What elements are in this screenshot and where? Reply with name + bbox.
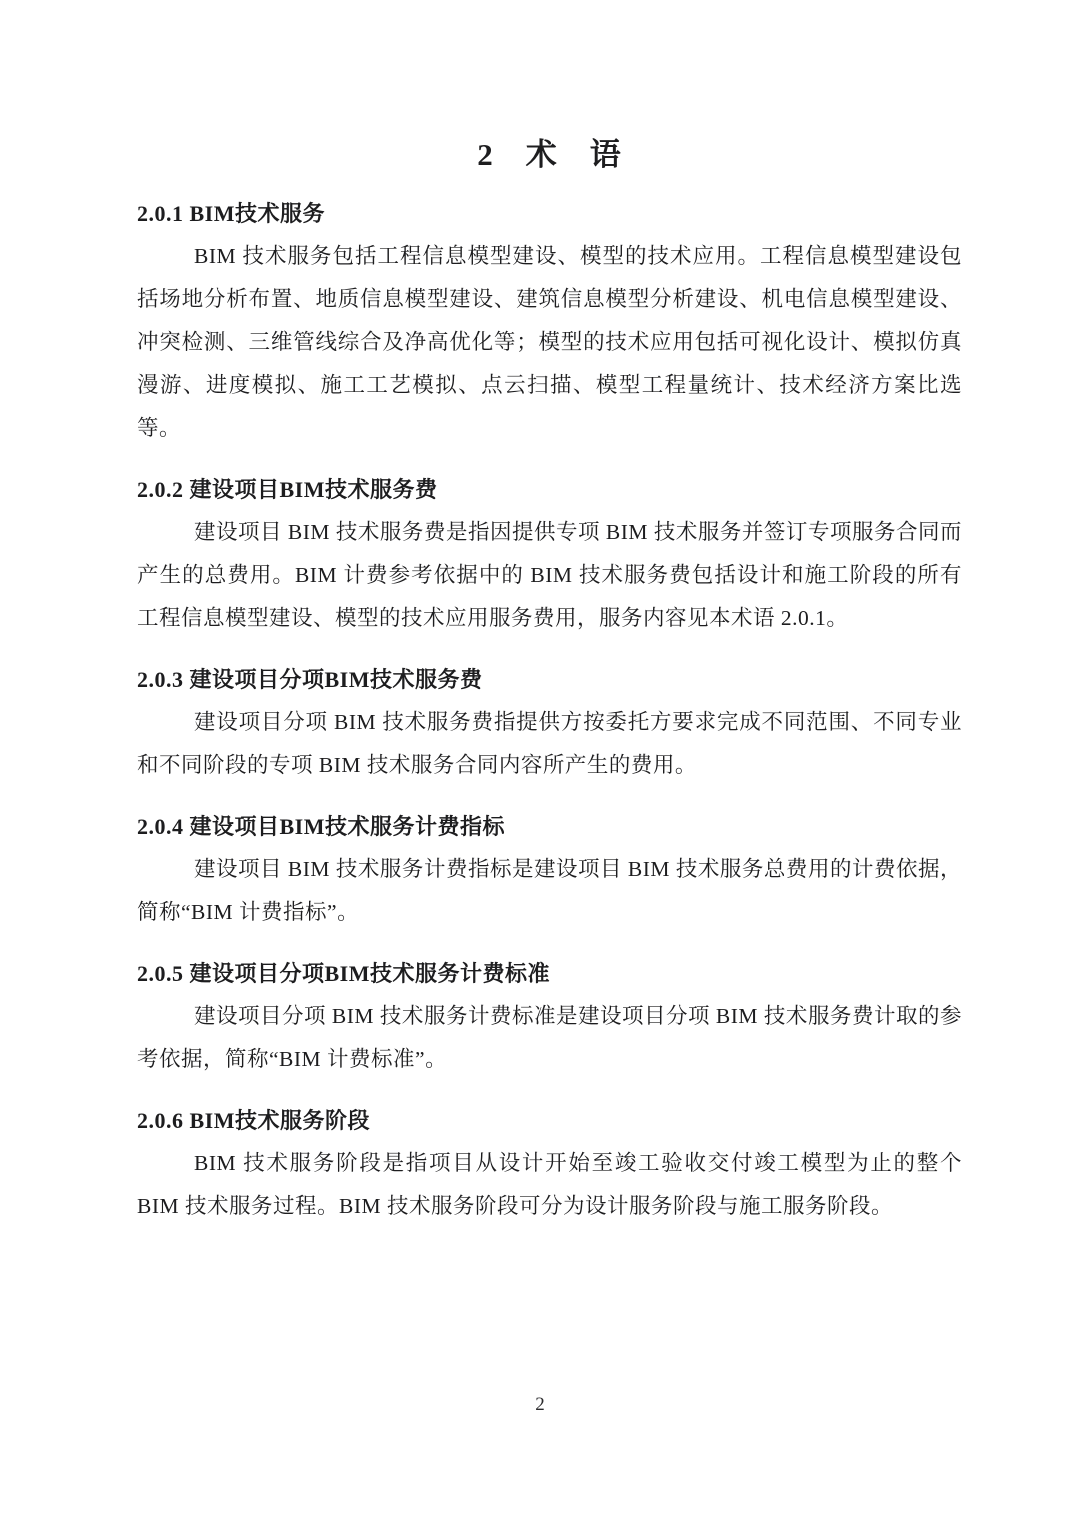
term-definition: 建设项目 BIM 技术服务计费指标是建设项目 BIM 技术服务总费用的计费依据，简称“BIM 计费指标”。 <box>137 857 962 924</box>
term-section-2-0-2 <box>137 475 962 640</box>
term-definition: BIM 技术服务包括工程信息模型建设、模型的技术应用。工程信息模型建设包括场地分析布置、地质信息模型建设、建筑信息模型分析建设、机电信息模型建设、冲突检测、三维管线综合及净高优化等；模型的技术应用包括可视化设计、模拟仿真漫游、进度模拟、施工工艺模拟、点云扫描、模型工程量统计、技术经济方案比选等。 <box>137 244 962 440</box>
term-section-2-0-5 <box>137 959 962 1081</box>
document-content <box>137 136 962 1228</box>
term-section-2-0-6 <box>137 1106 962 1228</box>
term-heading: 2.0.3 建设项目分项BIM技术服务费 <box>137 667 483 692</box>
page-number: 2 <box>535 1394 545 1415</box>
term-definition: 建设项目分项 BIM 技术服务费指提供方按委托方要求完成不同范围、不同专业和不同阶段的专项 BIM 技术服务合同内容所产生的费用。 <box>137 710 962 777</box>
term-definition: 建设项目 BIM 技术服务费是指因提供专项 BIM 技术服务并签订专项服务合同而产生的总费用。BIM 计费参考依据中的 BIM 技术服务费包括设计和施工阶段的所有工程信息模型建设、模型的技术应用服务费用，服务内容见本术语 2.0.1。 <box>137 520 962 630</box>
term-heading: 2.0.1 BIM技术服务 <box>137 201 326 226</box>
page-title: 2 术 语 <box>477 137 622 172</box>
term-definition: 建设项目分项 BIM 技术服务计费标准是建设项目分项 BIM 技术服务费计取的参考依据，简称“BIM 计费标准”。 <box>137 1004 962 1071</box>
term-section-2-0-3 <box>137 665 962 787</box>
term-section-2-0-1 <box>137 199 962 450</box>
term-heading: 2.0.6 BIM技术服务阶段 <box>137 1108 371 1133</box>
term-heading: 2.0.5 建设项目分项BIM技术服务计费标准 <box>137 961 551 986</box>
term-definition: BIM 技术服务阶段是指项目从设计开始至竣工验收交付竣工模型为止的整个 BIM 技术服务过程。BIM 技术服务阶段可分为设计服务阶段与施工服务阶段。 <box>137 1151 962 1218</box>
term-heading: 2.0.4 建设项目BIM技术服务计费指标 <box>137 814 506 839</box>
term-heading: 2.0.2 建设项目BIM技术服务费 <box>137 477 438 502</box>
term-section-2-0-4 <box>137 812 962 934</box>
